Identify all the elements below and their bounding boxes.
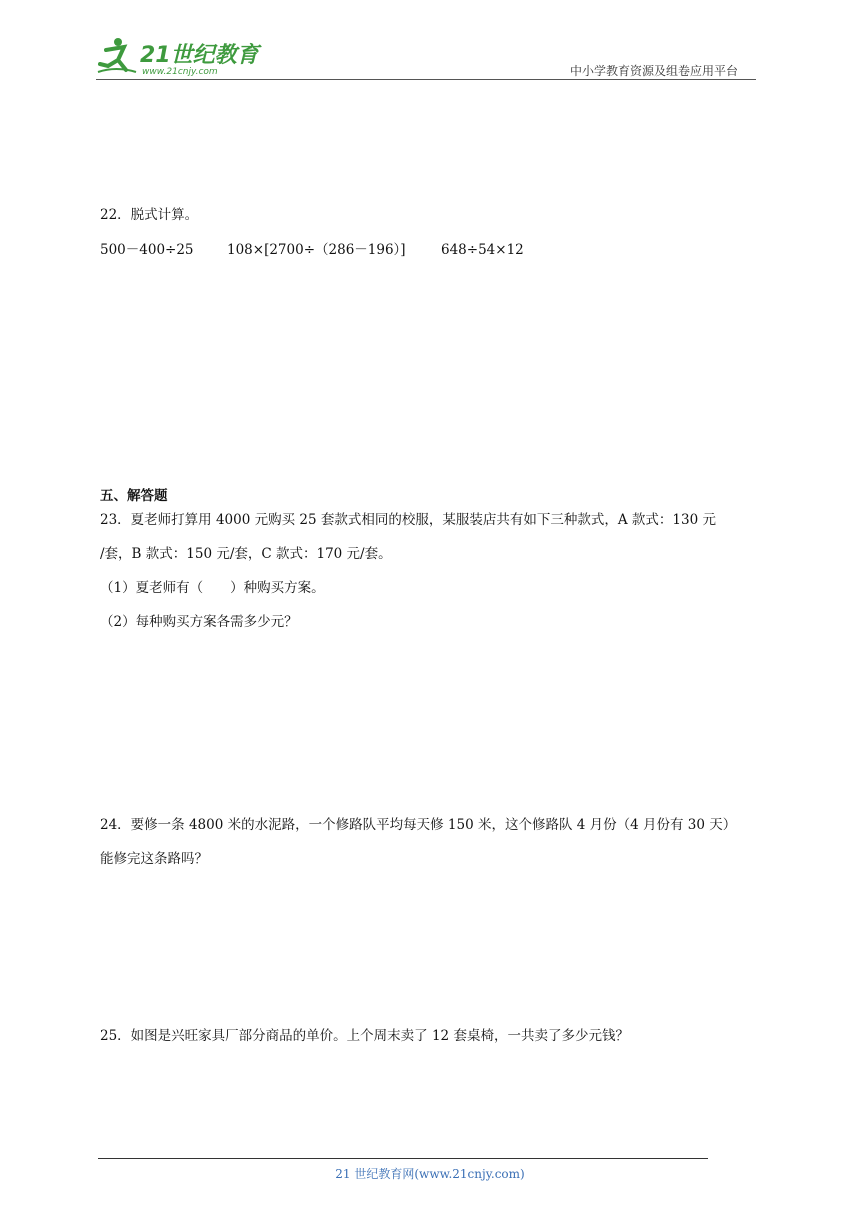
- q23-line2: /套，B 款式：150 元/套，C 款式：170 元/套。: [100, 546, 392, 562]
- logo-url: www.21cnjy.com: [142, 67, 218, 77]
- q22-expr3: 648÷54×12: [441, 242, 524, 258]
- footer-divider: [98, 1158, 708, 1159]
- platform-name: 中小学教育资源及组卷应用平台: [570, 64, 739, 78]
- logo-title: 21世纪教育: [140, 43, 259, 68]
- q24-line2: 能修完这条路吗？: [100, 851, 208, 867]
- footer-link[interactable]: 21 世纪教育网(www.21cnjy.com): [335, 1167, 525, 1181]
- q22-title: 22．脱式计算。: [100, 207, 199, 223]
- q22-expr1: 500－400÷25: [100, 242, 194, 258]
- q24-line1: 24．要修一条 4800 米的水泥路，一个修路队平均每天修 150 米，这个修路队 4 月份（4 月份有 30 天）: [100, 817, 737, 833]
- q23-sub2: （2）每种购买方案各需多少元？: [100, 614, 298, 630]
- running-figure-icon: [98, 38, 136, 72]
- site-logo: [96, 36, 266, 80]
- q23-sub1: （1）夏老师有（ ）种购买方案。: [100, 580, 325, 596]
- q22-expr2: 108×[2700÷（286－196）]: [227, 242, 406, 258]
- q23-line1: 23．夏老师打算用 4000 元购买 25 套款式相同的校服，某服装店共有如下三种款式，A 款式：130 元: [100, 512, 716, 528]
- q25-line1: 25．如图是兴旺家具厂部分商品的单价。上个周末卖了 12 套桌椅，一共卖了多少元钱？: [100, 1028, 629, 1044]
- header-divider: [96, 79, 756, 80]
- section-title: 五、解答题: [100, 488, 168, 504]
